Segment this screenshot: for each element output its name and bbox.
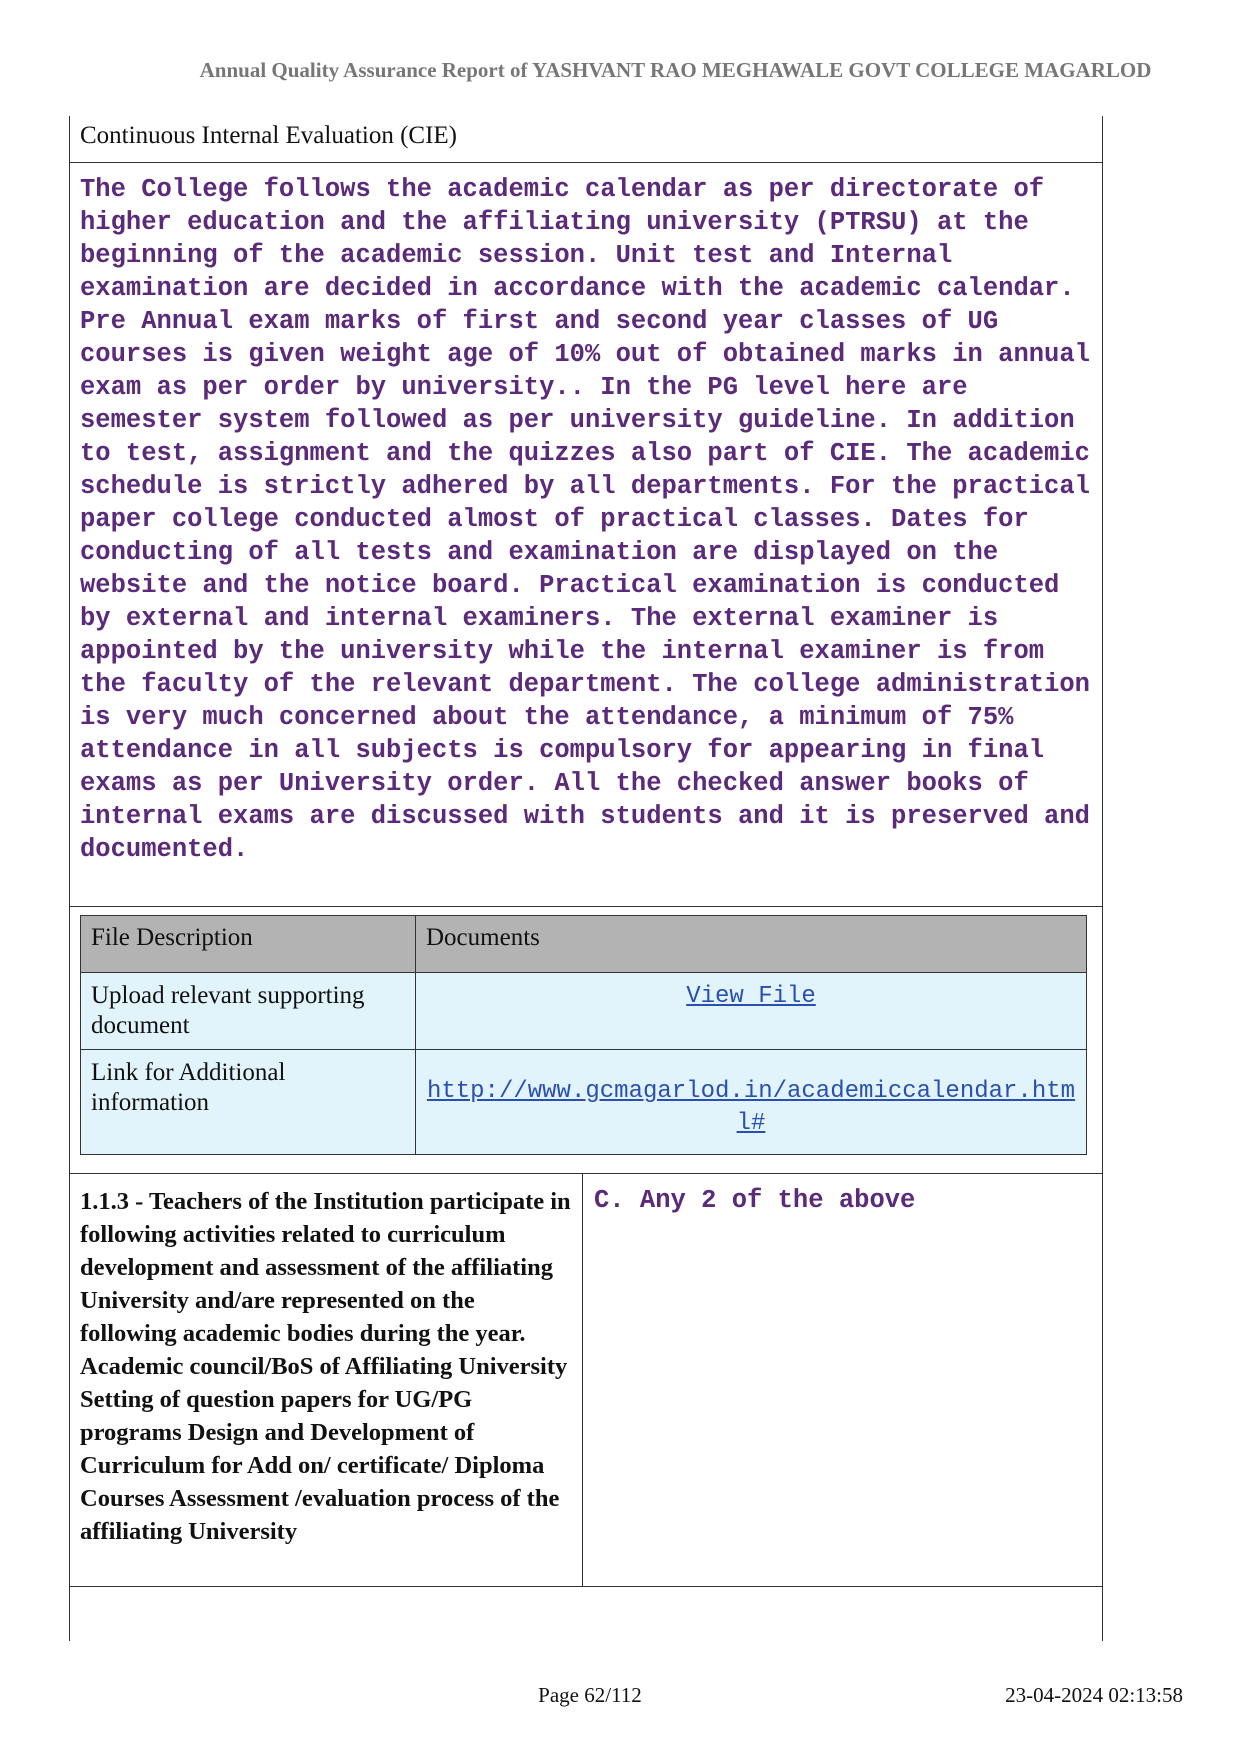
view-file-link[interactable]: View File [686,983,816,1010]
view-file-cell [416,973,1087,1050]
print-timestamp: 23-04-2024 02:13:58 [1005,1683,1183,1707]
cie-title-row [69,116,1103,163]
table-row [81,973,1087,1050]
academic-calendar-link[interactable]: http://www.gcmagarlod.in/academiccalendar.html# [426,1078,1076,1137]
file-description-table [80,915,1087,1155]
report-header: Annual Quality Assurance Report of YASHVANT RAO MEGHAWALE GOVT COLLEGE MAGARLOD [199,58,1152,82]
page-number: Page 62/112 [538,1683,642,1707]
file-description-cell: Link for Additional information [81,1050,416,1155]
question-cell [70,1174,583,1586]
answer-text: C. Any 2 of the above [594,1186,916,1215]
file-description-cell: Upload relevant supporting document [81,973,416,1050]
question-row [69,1174,1103,1587]
cie-body-row [69,163,1103,907]
table-row [81,1050,1087,1155]
question-text: 1.1.3 - Teachers of the Institution participate in following activities related to curriculum development and assessment of the affiliating University and/are represented on the following academic bodies during the year. Academic council/BoS of Affiliating University Setting of question papers for UG/PG programs Design and Development of Curriculum for Add on/ certificate/ Diploma Courses Assessment /evaluation process of the affiliating University [80,1188,571,1545]
file-description-section [69,907,1103,1174]
table-header-row [81,916,1087,973]
file-description-header: File Description [81,916,416,973]
next-section-row [69,1587,1103,1641]
additional-link-cell [416,1050,1087,1155]
cie-description-text: The College follows the academic calendar as per directorate of higher education and the affiliating university (PTRSU) at the beginning of the academic session. Unit test and Internal examination are decided in accordance with the academic calendar. Pre Annual exam marks of first and second year classes of UG courses is given weight age of 10% out of obtained marks in annual exam as per order by university.. In the PG level here are semester system followed as per university guideline. In addition to test, assignment and the quizzes also part of CIE. The academic schedule is strictly adhered by all departments. For the practical paper college conducted almost of practical classes. Dates for conducting of all tests and examination are displayed on the website and the notice board. Practical examination is conducted by external and internal examiners. The external examiner is appointed by the university while the internal examiner is from the faculty of the relevant department. The college administration is very much concerned about the attendance, a minimum of 75% attendance in all subjects is compulsory for appearing in final exams as per University order. All the checked answer books of internal exams are discussed with students and it is preserved and documented. [80,175,1090,864]
documents-header: Documents [416,916,1087,973]
cie-section-title: Continuous Internal Evaluation (CIE) [80,122,458,149]
